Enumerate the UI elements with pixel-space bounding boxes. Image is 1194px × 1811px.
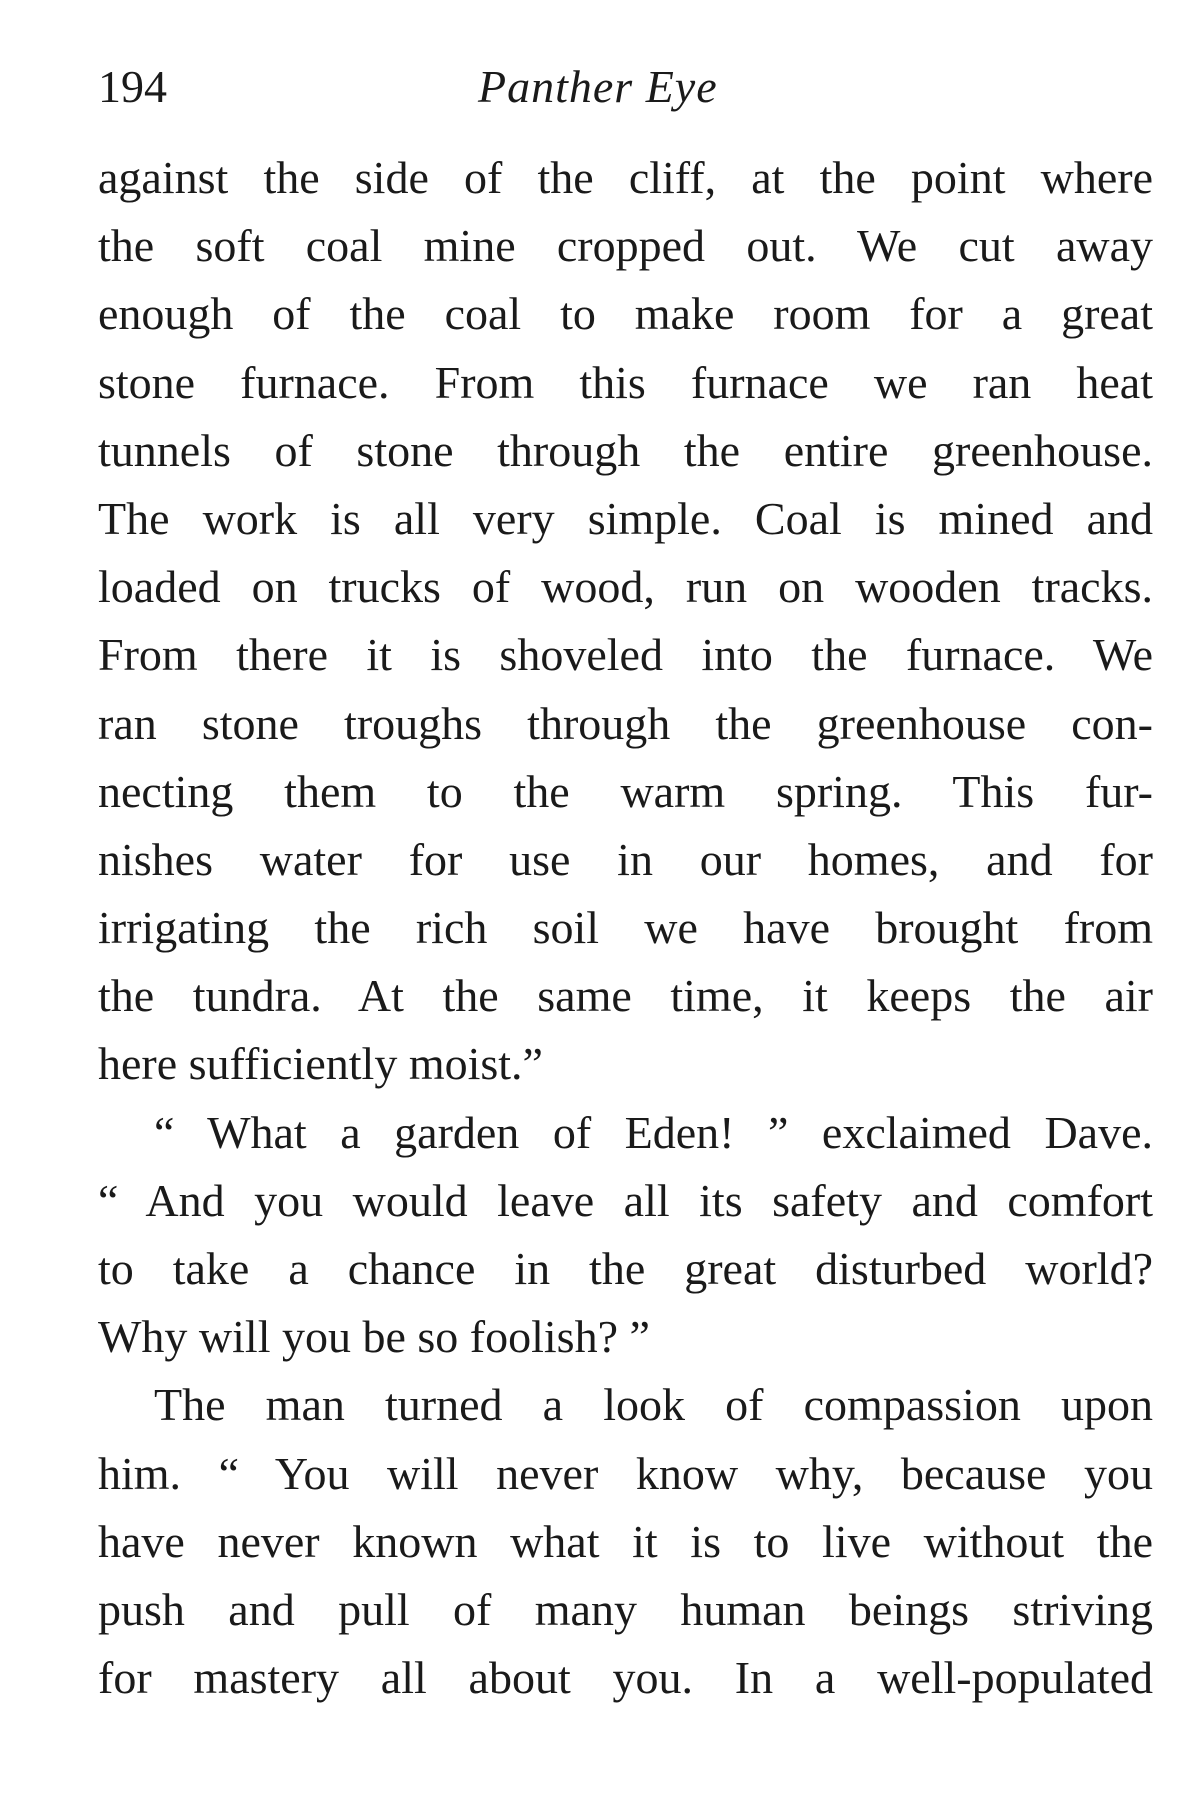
text-line: The man turned a look of compassion upon bbox=[154, 1379, 1153, 1431]
page-header bbox=[98, 52, 1153, 122]
text-line: nishes water for use in our homes, and for bbox=[98, 833, 1153, 885]
text-line: push and pull of many human beings striving bbox=[98, 1583, 1153, 1635]
text-line: have never known what it is to live without the bbox=[98, 1515, 1153, 1567]
text-line: ran stone troughs through the greenhouse con- bbox=[98, 697, 1153, 749]
running-title: Panther Eye bbox=[478, 61, 718, 112]
text-line: loaded on trucks of wood, run on wooden tracks. bbox=[98, 561, 1153, 613]
text-line: “ And you would leave all its safety and comfort bbox=[98, 1174, 1153, 1226]
text-line: for mastery all about you. In a well-populated bbox=[98, 1652, 1153, 1704]
text-line: the soft coal mine cropped out. We cut away bbox=[98, 220, 1153, 272]
text-line: necting them to the warm spring. This fur- bbox=[98, 765, 1153, 817]
text-line: tunnels of stone through the entire greenhouse. bbox=[98, 424, 1153, 476]
text-line: here sufficiently moist.” bbox=[98, 1038, 543, 1090]
text-line: against the side of the cliff, at the point where bbox=[98, 152, 1153, 203]
text-line: From there it is shoveled into the furnace. We bbox=[98, 629, 1153, 681]
text-line: to take a chance in the great disturbed world? bbox=[98, 1243, 1153, 1294]
body-text bbox=[98, 144, 1153, 1712]
text-line: him. “ You will never know why, because you bbox=[98, 1447, 1153, 1499]
text-line: stone furnace. From this furnace we ran heat bbox=[98, 356, 1153, 408]
text-line: “ What a garden of Eden! ” exclaimed Dave. bbox=[154, 1106, 1153, 1158]
text-line: Why will you be so foolish? ” bbox=[98, 1311, 650, 1363]
text-line: the tundra. At the same time, it keeps the air bbox=[98, 970, 1153, 1022]
text-line: irrigating the rich soil we have brought from bbox=[98, 902, 1153, 954]
page-number: 194 bbox=[98, 61, 167, 112]
text-line: The work is all very simple. Coal is mined and bbox=[98, 492, 1153, 544]
text-line: enough of the coal to make room for a great bbox=[98, 288, 1153, 340]
